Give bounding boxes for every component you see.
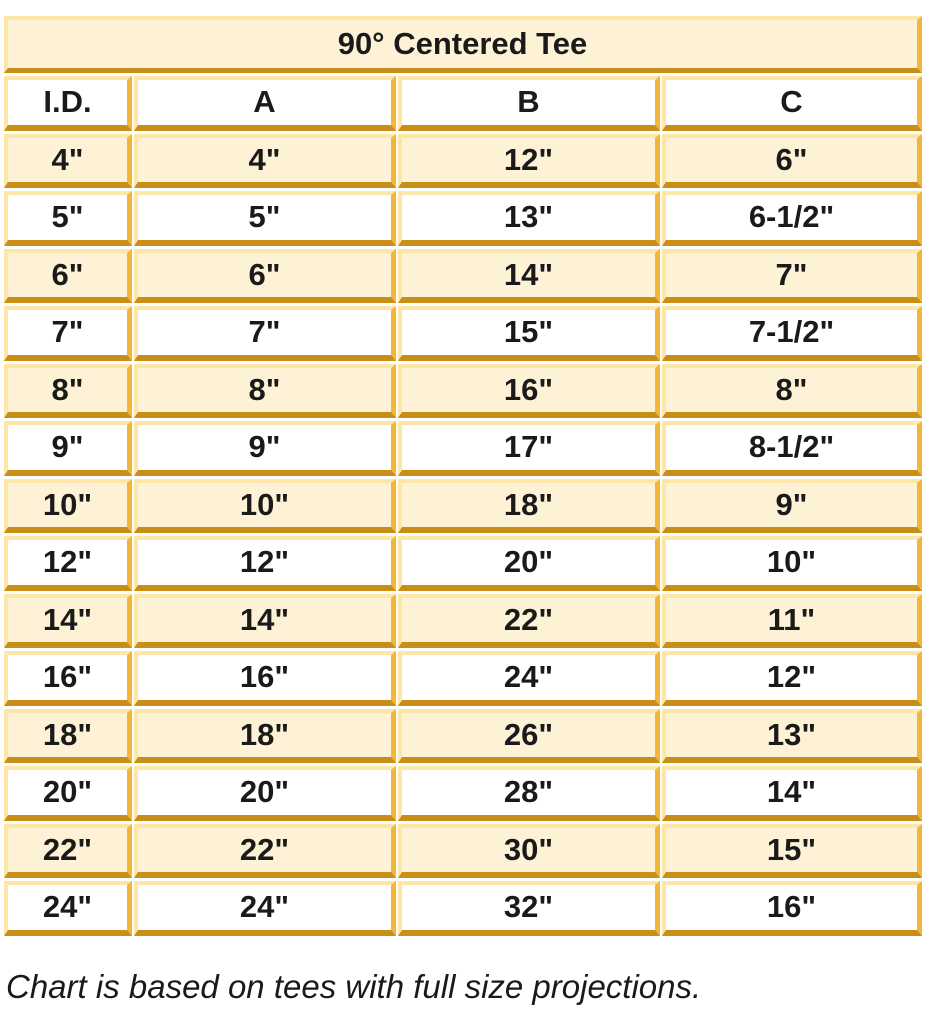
cell-a: 7"	[134, 306, 396, 361]
cell-id: 10"	[4, 479, 132, 534]
tee-dimensions-table	[4, 16, 922, 936]
cell-c: 16"	[662, 881, 922, 936]
cell-a: 8"	[134, 364, 396, 419]
cell-id: 7"	[4, 306, 132, 361]
cell-a: 22"	[134, 824, 396, 879]
cell-id: 16"	[4, 651, 132, 706]
cell-b: 14"	[398, 249, 660, 304]
cell-a: 24"	[134, 881, 396, 936]
cell-c: 15"	[662, 824, 922, 879]
cell-b: 24"	[398, 651, 660, 706]
cell-id: 5"	[4, 191, 132, 246]
cell-a: 18"	[134, 709, 396, 764]
cell-b: 28"	[398, 766, 660, 821]
cell-c: 6-1/2"	[662, 191, 922, 246]
table-grid	[4, 76, 922, 936]
table-title: 90° Centered Tee	[4, 16, 922, 73]
cell-b: 30"	[398, 824, 660, 879]
footnote: Chart is based on tees with full size projections.	[6, 968, 702, 1005]
cell-id: 24"	[4, 881, 132, 936]
cell-b: 18"	[398, 479, 660, 534]
cell-a: 6"	[134, 249, 396, 304]
cell-a: 16"	[134, 651, 396, 706]
cell-b: 12"	[398, 134, 660, 189]
header-b: B	[398, 76, 660, 131]
cell-id: 14"	[4, 594, 132, 649]
cell-c: 6"	[662, 134, 922, 189]
cell-id: 9"	[4, 421, 132, 476]
cell-id: 22"	[4, 824, 132, 879]
cell-c: 12"	[662, 651, 922, 706]
cell-id: 6"	[4, 249, 132, 304]
header-c: C	[662, 76, 922, 131]
cell-b: 20"	[398, 536, 660, 591]
cell-a: 10"	[134, 479, 396, 534]
cell-id: 20"	[4, 766, 132, 821]
cell-c: 14"	[662, 766, 922, 821]
cell-a: 14"	[134, 594, 396, 649]
cell-c: 9"	[662, 479, 922, 534]
cell-b: 13"	[398, 191, 660, 246]
cell-c: 8"	[662, 364, 922, 419]
cell-a: 9"	[134, 421, 396, 476]
cell-c: 11"	[662, 594, 922, 649]
cell-a: 5"	[134, 191, 396, 246]
cell-a: 4"	[134, 134, 396, 189]
cell-b: 26"	[398, 709, 660, 764]
cell-c: 7-1/2"	[662, 306, 922, 361]
cell-b: 16"	[398, 364, 660, 419]
cell-c: 10"	[662, 536, 922, 591]
cell-id: 12"	[4, 536, 132, 591]
cell-b: 15"	[398, 306, 660, 361]
cell-c: 8-1/2"	[662, 421, 922, 476]
header-a: A	[134, 76, 396, 131]
cell-id: 18"	[4, 709, 132, 764]
cell-id: 8"	[4, 364, 132, 419]
cell-a: 12"	[134, 536, 396, 591]
cell-c: 13"	[662, 709, 922, 764]
cell-id: 4"	[4, 134, 132, 189]
cell-c: 7"	[662, 249, 922, 304]
cell-b: 22"	[398, 594, 660, 649]
cell-b: 32"	[398, 881, 660, 936]
cell-a: 20"	[134, 766, 396, 821]
header-id: I.D.	[4, 76, 132, 131]
cell-b: 17"	[398, 421, 660, 476]
